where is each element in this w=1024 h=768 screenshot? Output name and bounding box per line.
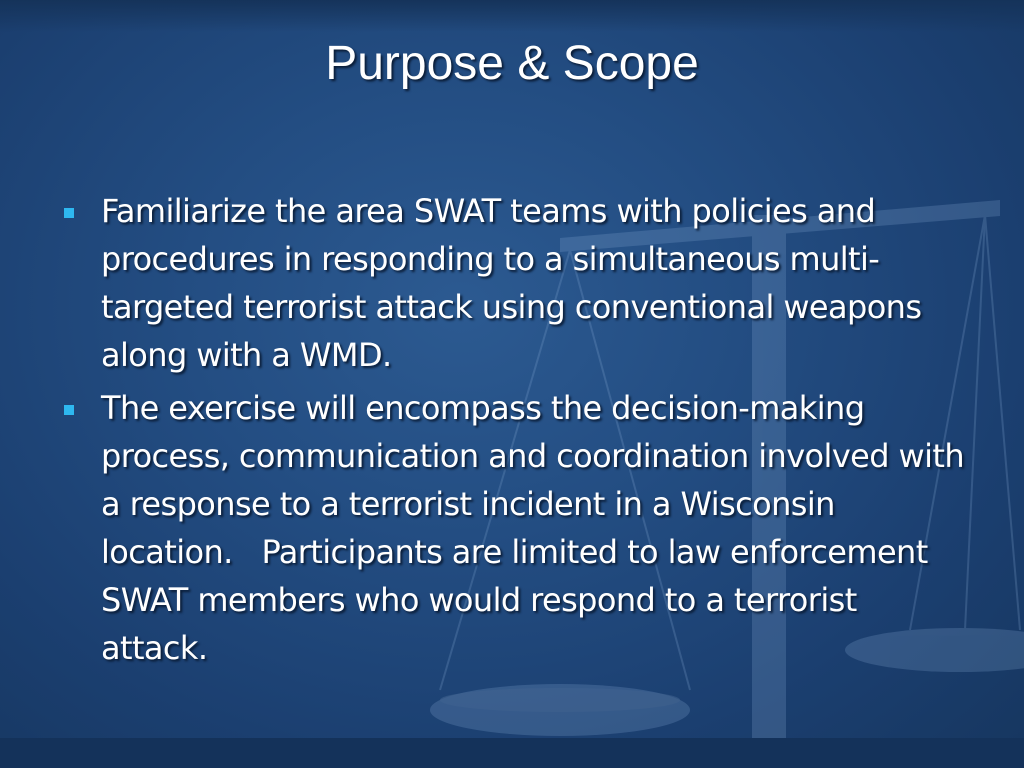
bullet-list	[60, 187, 974, 677]
square-bullet-icon	[64, 405, 74, 415]
bullet-text: Familiarize the area SWAT teams with policies and procedures in responding to a simultaneous multi-targeted terrorist attack using conventional weapons along with a WMD.	[101, 192, 932, 374]
bullet-item	[60, 384, 974, 672]
bottom-band	[0, 738, 1024, 768]
bullet-item	[60, 187, 970, 379]
bullet-text: The exercise will encompass the decision-making process, communication and coordination involved with a response to a terrorist incident in a Wisconsin location. Participants are limited to law enforcement SWAT members who would respond to a terrorist attack.	[101, 389, 974, 667]
square-bullet-icon	[64, 208, 74, 218]
slide-title: Purpose & Scope	[325, 37, 699, 90]
